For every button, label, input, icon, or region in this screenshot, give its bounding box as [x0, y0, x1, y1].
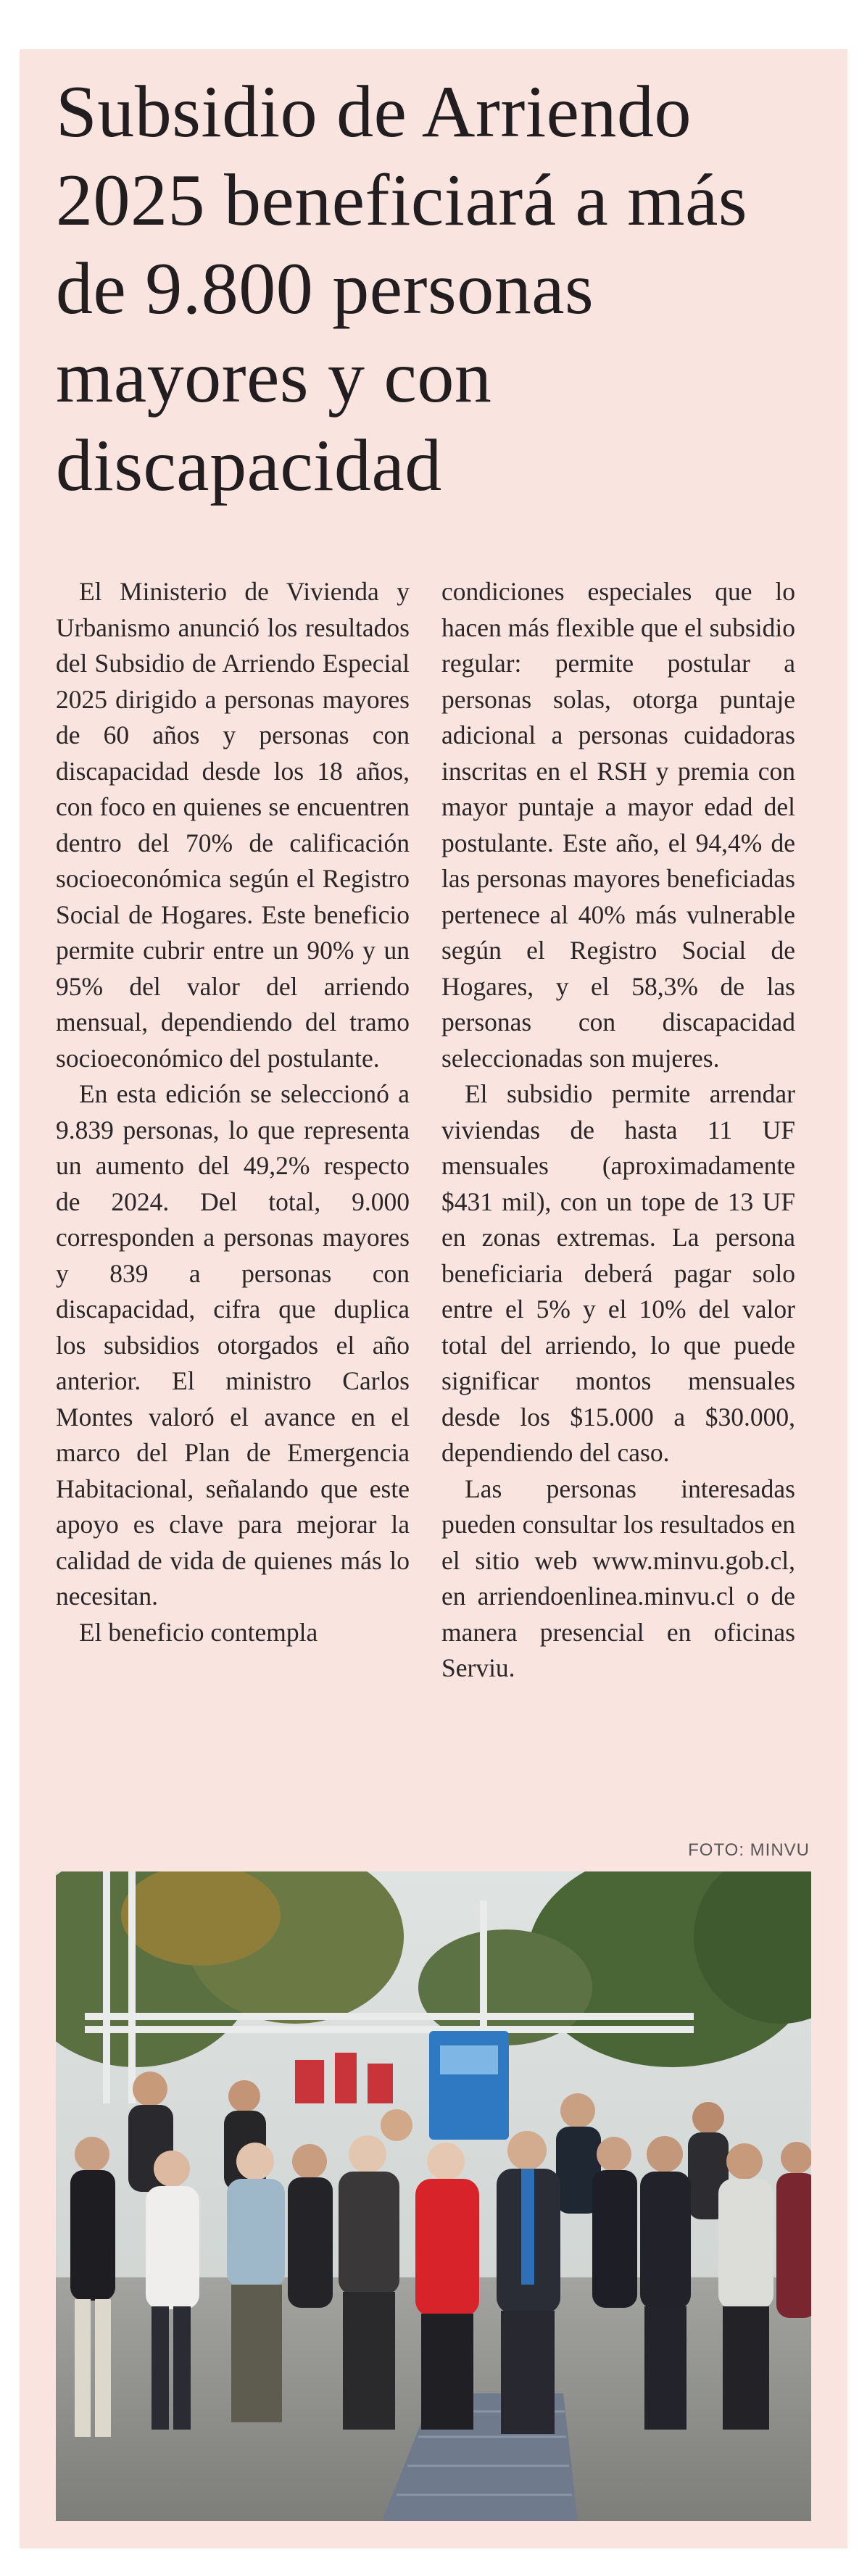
article-column-left [56, 574, 410, 1893]
group-photo [56, 1871, 811, 2521]
paragraph: El Ministerio de Vivienda y Urbanismo anunció los resultados del Subsidio de Arriendo Especial 2025 dirigido a personas mayores de 60 años y personas con discapacidad desde los 18 años, con foco en quienes se encuentren dentro del 70% de calificación socioeconómica según el Registro Social de Hogares. Este beneficio permite cubrir entre un 90% y un 95% del valor del arriendo mensual, dependiendo del tramo socioeconómico del postulante. [56, 577, 410, 1073]
article-headline: Subsidio de Arriendo 2025 beneficiará a más de 9.800 personas mayores y con discapacidad [56, 71, 748, 507]
paragraph-continued: condiciones especiales que lo hacen más flexible que el subsidio regular: permite postular a personas solas, otorga puntaje adicional a personas cuidadoras inscritas en el RSH y premia con mayor puntaje a mayor edad del postulante. Este año, el 94,4% de las personas mayores beneficiadas pertenece al 40% más vulnerable según el Registro Social de Hogares, y el 58,3% de las personas con discapacidad seleccionadas son mujeres. [441, 577, 795, 1073]
group-photo-illustration [56, 1871, 811, 2521]
paragraph: Las personas interesadas pueden consultar los resultados en el sitio web www.minvu.gob.cl, en arriendoenlinea.minvu.cl o de manera presencial en oficinas Serviu. [441, 1474, 795, 1682]
paragraph: En esta edición se seleccionó a 9.839 personas, lo que representa un aumento del 49,2% respecto de 2024. Del total, 9.000 corresponden a personas mayores y 839 a personas con discapacidad, cifra que duplica los subsidios otorgados el año anterior. El ministro Carlos Montes valoró el avance en el marco del Plan de Emergencia Habitacional, señalando que este apoyo es clave para mejorar la calidad de vida de quienes más lo necesitan. [56, 1079, 410, 1611]
article-card [20, 49, 847, 2548]
photo-credit: FOTO: MINVU [688, 1840, 810, 1860]
paragraph: El beneficio contempla [79, 1617, 318, 1647]
article-column-right [441, 574, 795, 1893]
paragraph: El subsidio permite arrendar viviendas de hasta 11 UF mensuales (aproximadamente $431 mil), con un tope de 13 UF en zonas extremas. La persona beneficiaria deberá pagar solo entre el 5% y el 10% del valor total del arriendo, lo que puede significar montos mensuales desde los $15.000 a $30.000, dependiendo del caso. [441, 1079, 795, 1467]
